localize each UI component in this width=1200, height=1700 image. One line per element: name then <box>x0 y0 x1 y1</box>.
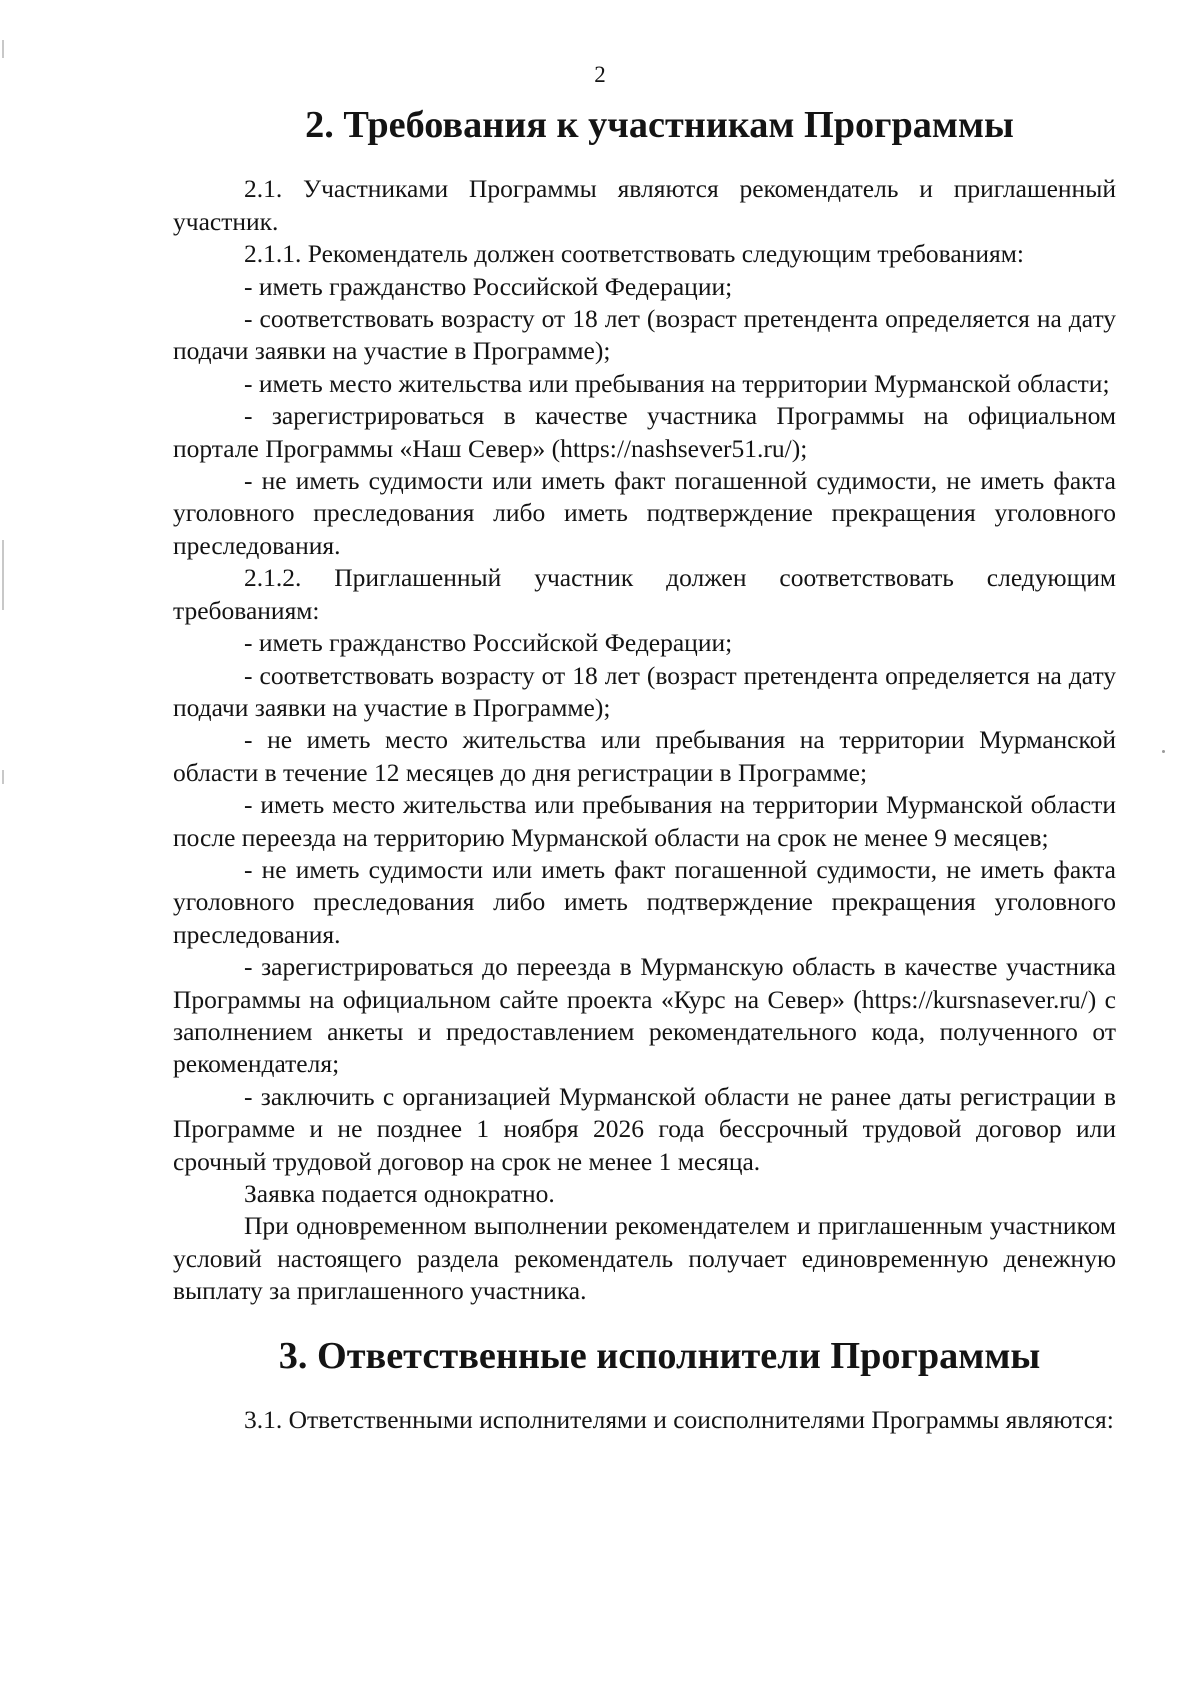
requirement-item: - не иметь судимости или иметь факт погашенной судимости, не иметь факта уголовного преследования либо иметь подтверждение прекращения уголовного преследования. <box>173 854 1116 949</box>
requirement-item: - не иметь место жительства или пребывания на территории Мурманской области в течение 12 месяцев до дня регистрации в Программе; <box>173 725 1116 787</box>
scan-margin-mark <box>2 40 4 58</box>
section-3-body <box>173 1404 1116 1436</box>
paragraph-2-1: 2.1. Участниками Программы являются рекомендатель и приглашенный участник. <box>173 174 1116 236</box>
document-body <box>173 104 1116 1436</box>
paragraph-2-1-2: 2.1.2. Приглашенный участник должен соответствовать следующим требованиям: <box>173 563 1116 625</box>
scan-margin-mark <box>2 540 4 610</box>
requirement-item: - иметь место жительства или пребывания на территории Мурманской области; <box>244 368 1110 398</box>
page-number: 2 <box>594 62 606 87</box>
payment-condition: При одновременном выполнении рекомендателем и приглашенным участником условий настоящего раздела рекомендатель получает единовременную денежную выплату за приглашенного участника. <box>173 1211 1116 1306</box>
section-2-title: 2. Требования к участникам Программы <box>305 104 1014 146</box>
paragraph-3-1: 3.1. Ответственными исполнителями и соисполнителями Программы являются: <box>244 1405 1114 1435</box>
requirement-item: - соответствовать возрасту от 18 лет (возраст претендента определяется на дату подачи заявки на участие в Программе); <box>173 304 1116 366</box>
requirement-item: - соответствовать возрасту от 18 лет (возраст претендента определяется на дату подачи заявки на участие в Программе); <box>173 660 1116 722</box>
section-3-title: 3. Ответственные исполнители Программы <box>278 1334 1041 1377</box>
requirement-item: - зарегистрироваться в качестве участника Программы на официальном портале Программы «Наш Север» (https://nashsever51.ru/); <box>173 401 1116 463</box>
scan-margin-mark <box>2 770 4 784</box>
scan-speck <box>1162 750 1165 753</box>
paragraph-2-1-1: 2.1.1. Рекомендатель должен соответствовать следующим требованиям: <box>244 239 1024 269</box>
requirement-item: - заключить с организацией Мурманской области не ранее даты регистрации в Программе и не позднее 1 ноября 2026 года бессрочный трудовой договор или срочный трудовой договор на срок не менее 1 месяца. <box>173 1081 1116 1176</box>
section-2-body <box>173 173 1116 1307</box>
requirement-item: - иметь место жительства или пребывания на территории Мурманской области после переезда на территорию Мурманской области на срок не менее 9 месяцев; <box>173 790 1116 852</box>
requirement-item: - зарегистрироваться до переезда в Мурманскую область в качестве участника Программы на официальном сайте проекта «Курс на Север» (https://kursnasever.ru/) с заполнением анкеты и предоставлением рекомендательного кода, полученного от рекомендателя; <box>173 952 1116 1079</box>
requirement-item: - не иметь судимости или иметь факт погашенной судимости, не иметь факта уголовного преследования либо иметь подтверждение прекращения уголовного преследования. <box>173 466 1116 560</box>
requirement-item: - иметь гражданство Российской Федерации; <box>244 628 733 658</box>
requirement-item: - иметь гражданство Российской Федерации; <box>244 271 733 301</box>
application-note: Заявка подается однократно. <box>244 1179 555 1208</box>
